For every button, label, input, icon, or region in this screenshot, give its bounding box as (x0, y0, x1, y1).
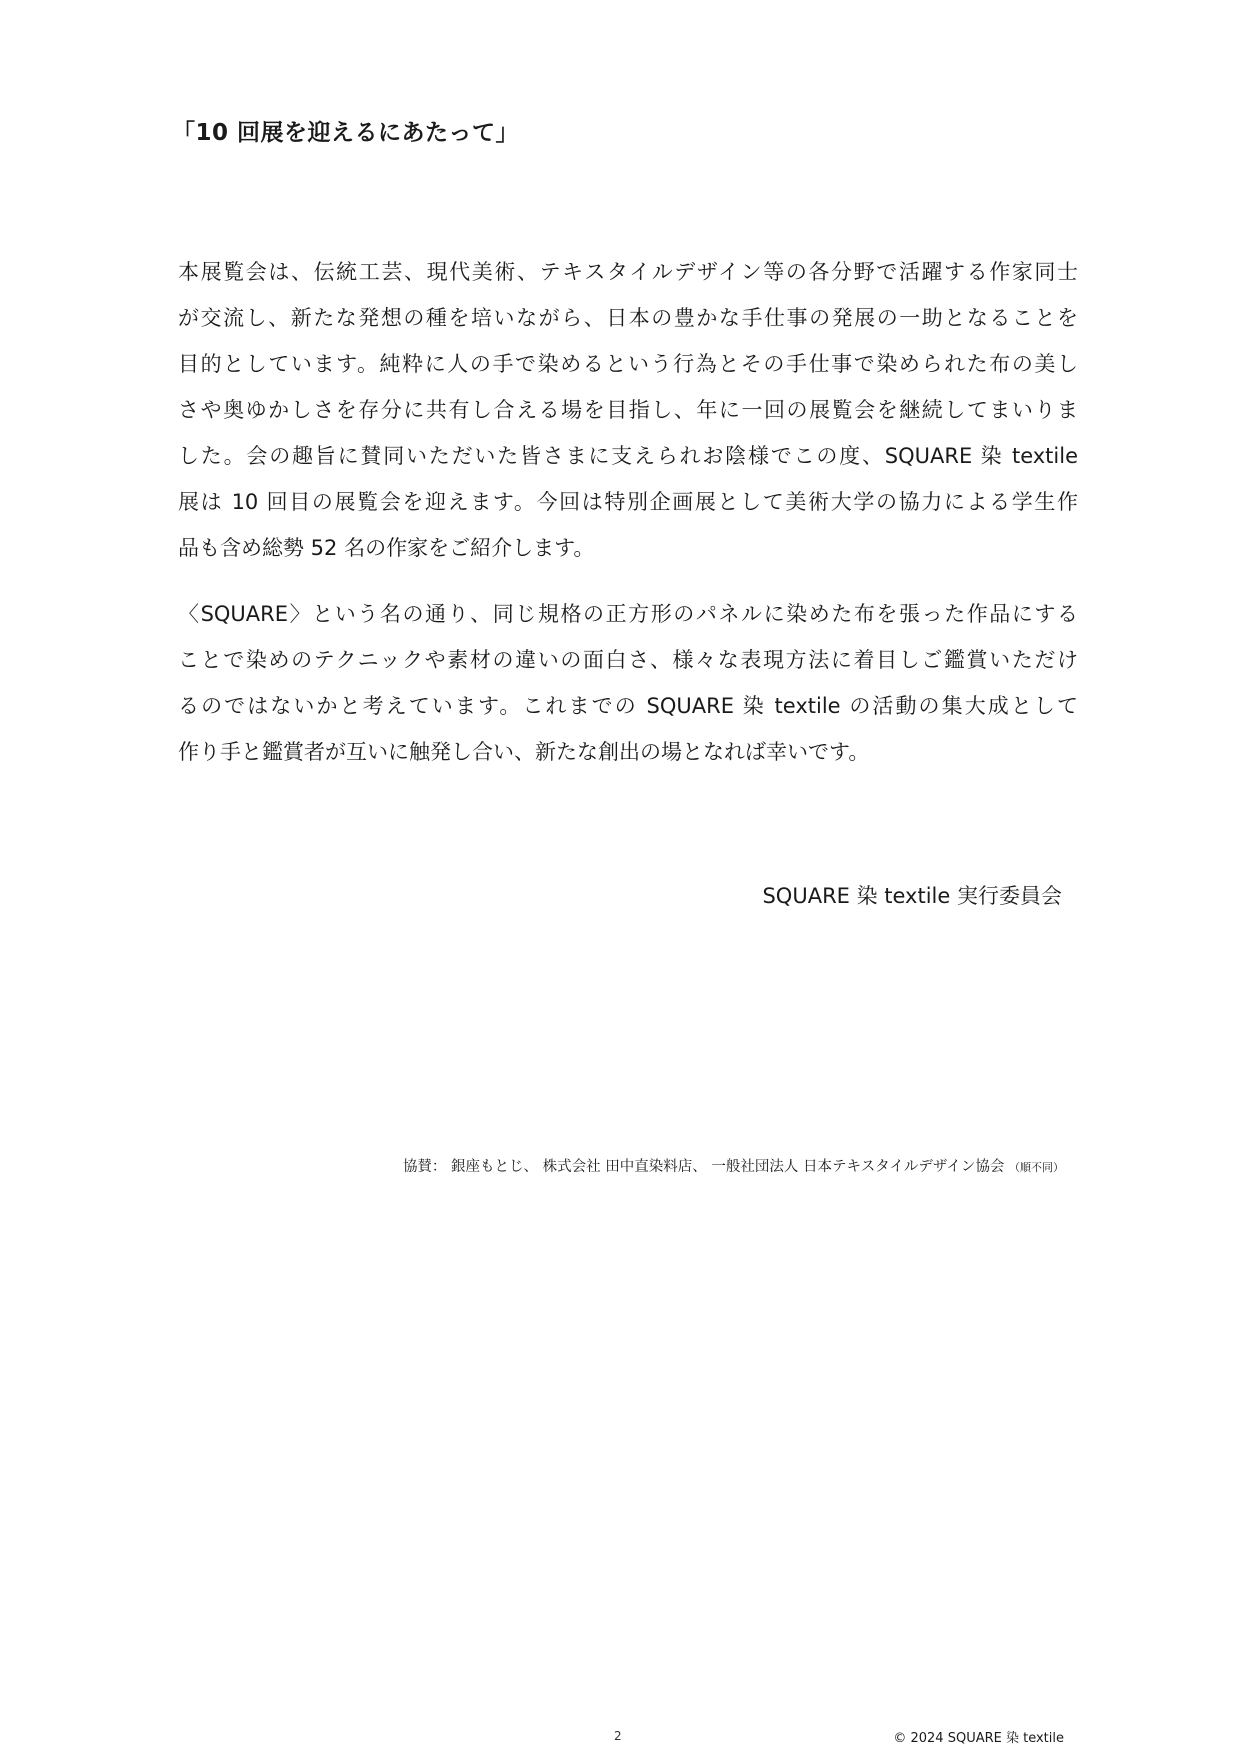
paragraph-line: さや奥ゆかしさを存分に共有し合える場を目指し、年に一回の展覧会を継続してまいりま (178, 398, 1078, 422)
paragraph-line: 本展覧会は、伝統工芸、現代美術、テキスタイルデザイン等の各分野で活躍する作家同士 (178, 260, 1078, 284)
paragraph-line: 品も含め総勢 52 名の作家をご紹介します。 (178, 536, 595, 560)
document-title: 「10 回展を迎えるにあたって」 (172, 120, 520, 146)
paragraph-line: した。会の趣旨に賛同いただいた皆さまに支えられお陰様でこの度、SQUARE 染 textile (178, 444, 1078, 468)
sponsors-order-note: （順不同） (1009, 1161, 1064, 1174)
paragraph-line: 展は 10 回目の展覧会を迎えます。今回は特別企画展として美術大学の協力による学生作 (178, 490, 1078, 514)
sponsors-text: 協賛： 銀座もとじ、 株式会社 田中直染料店、 一般社団法人 日本テキスタイルデザイン協会 (402, 1159, 1005, 1175)
page-number: 2 (614, 1729, 622, 1743)
copyright-notice: © 2024 SQUARE 染 textile (893, 1731, 1064, 1746)
concept-paragraph (178, 591, 1078, 775)
paragraph-line: るのではないかと考えています。これまでの SQUARE 染 textile の活動の集大成として (178, 694, 1078, 718)
intro-paragraph (178, 249, 1078, 571)
committee-signature: SQUARE 染 textile 実行委員会 (762, 884, 1062, 908)
paragraph-line: 作り手と鑑賞者が互いに触発し合い、新たな創出の場となれば幸いです。 (178, 740, 870, 764)
paragraph-line: ことで染めのテクニックや素材の違いの面白さ、様々な表現方法に着目しご鑑賞いただけ (178, 648, 1078, 672)
sponsors-line (403, 1155, 1064, 1176)
paragraph-line: 〈SQUARE〉という名の通り、同じ規格の正方形のパネルに染めた布を張った作品にする (178, 602, 1078, 626)
paragraph-line: 目的としています。純粋に人の手で染めるという行為とその手仕事で染められた布の美し (178, 352, 1078, 376)
paragraph-line: が交流し、新たな発想の種を培いながら、日本の豊かな手仕事の発展の一助となることを (178, 306, 1078, 330)
